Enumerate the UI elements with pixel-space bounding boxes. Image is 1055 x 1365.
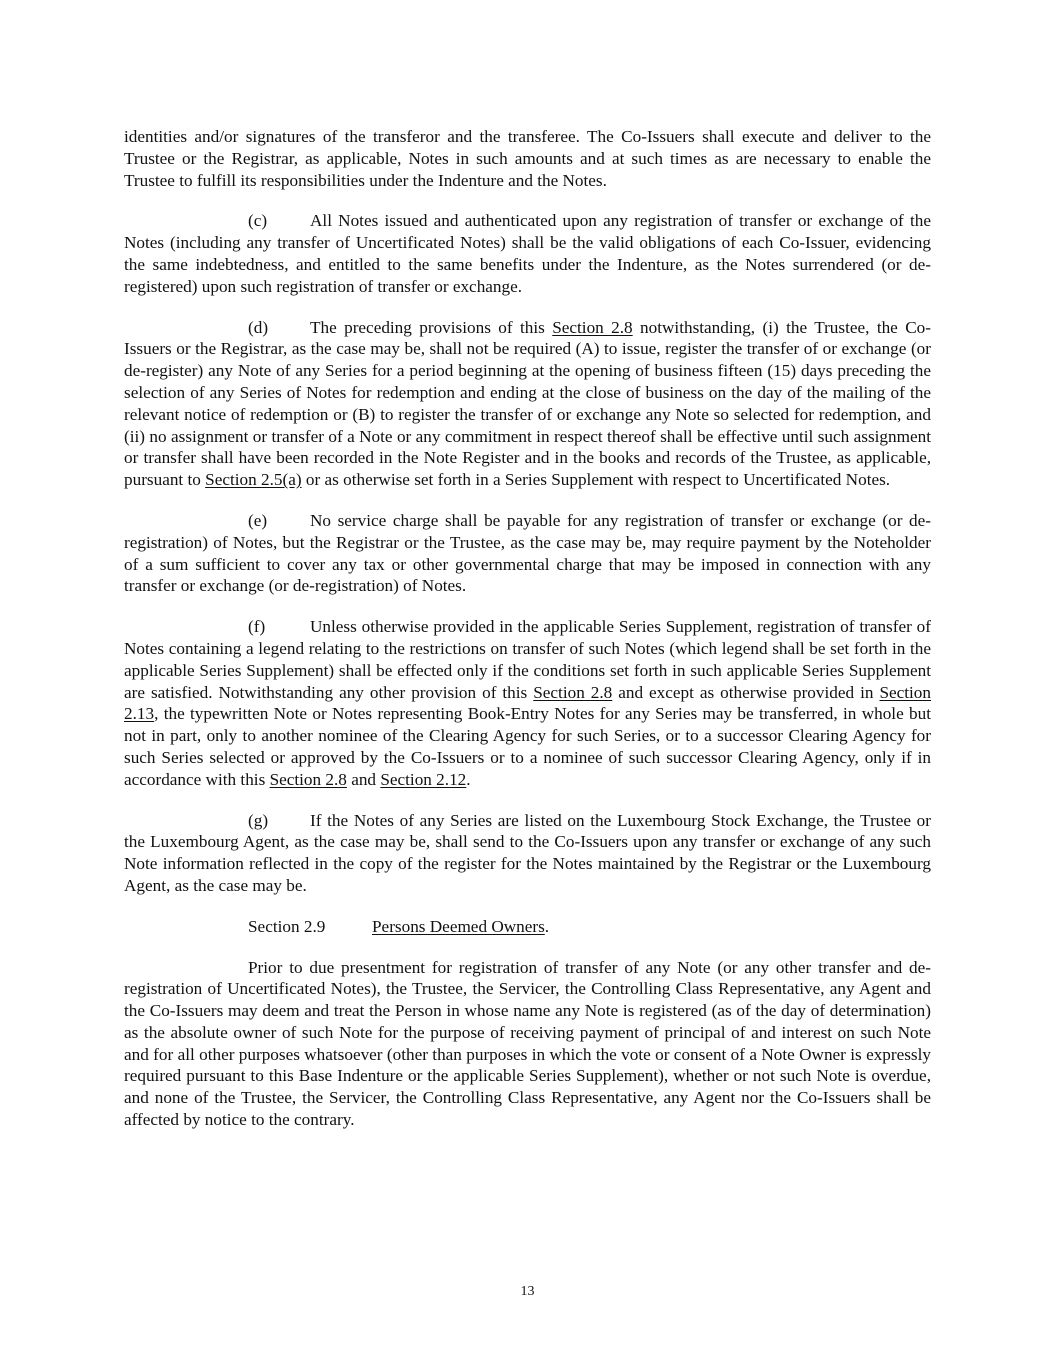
document-page [124,126,931,1150]
section-ref-2-8: Section 2.8 [269,769,347,789]
paragraph-e [124,510,931,597]
clause-text-f-part1: Unless otherwise provided in the applicable Series Supplement, registration of transfer of Notes containing a legend relating to the restrictions on transfer of such Notes (which legend shall be set forth in the applicable Series Supplement) shall be effected only if the conditions set forth in such applicable Series Supplement are satisfied. Notwithstanding any other provision of this [124,617,931,702]
paragraph-c [124,210,931,297]
clause-text-f-part2: and except as otherwise provided in [612,682,880,702]
clause-label-g: (g) [248,810,269,830]
clause-label-e: (e) [248,510,268,530]
section-title: Persons Deemed Owners [372,916,545,936]
clause-text-d-part1: The preceding provisions of this [310,317,553,337]
clause-text-e: No service charge shall be payable for any registration of transfer or exchange (or de-registration) of Notes, but the Registrar or the Trustee, as the case may be, may require payment by the Noteholder of a sum sufficient to cover any tax or other governmental charge that may be imposed in connection with any transfer or exchange (or de-registration) of Notes. [124,510,931,596]
section-number: Section 2.9 [248,916,326,936]
clause-text-g: If the Notes of any Series are listed on the Luxembourg Stock Exchange, the Trustee or the Luxembourg Agent, as the case may be, shall send to the Co-Issuers upon any transfer or exchange of any such Note information reflected in the copy of the register for the Notes maintained by the Registrar or the Luxembourg Agent, as the case may be. [124,810,931,895]
clause-text-c: All Notes issued and authenticated upon any registration of transfer or exchange of the Notes (including any transfer of Uncertificated Notes) shall be the valid obligations of each Co-Issuer, evidencing the same indebtedness, and entitled to the same benefits under the Indenture, as the Notes surrendered (or de-registered) upon such registration of transfer or exchange. [124,211,931,296]
section-ref-2-8: Section 2.8 [533,682,613,702]
paragraph-continuation: identities and/or signatures of the transferor and the transferee. The Co-Issuers shall execute and deliver to the Trustee or the Registrar, as applicable, Notes in such amounts and at such times as are necessary to enable the Trustee to fulfill its responsibilities under the Indenture and the Notes. [124,127,931,190]
section-ref-2-12: Section 2.12 [380,769,467,789]
clause-text-f-part4: and [346,769,381,789]
section-ref-2-5a: Section 2.5(a) [205,470,302,490]
paragraph-f [124,616,931,790]
paragraph-section-2-9: Prior to due presentment for registration of transfer of any Note (or any other transfer and de-registration of Uncertificated Notes), the Trustee, the Servicer, the Controlling Class Representative, any Agent and the Co-Issuers may deem and treat the Person in whose name any Note is registered (as of the day of determination) as the absolute owner of such Note for the purpose of receiving payment of principal of and interest on such Note and for all other purposes whatsoever (other than purposes in which the vote or consent of a Note Owner is expressly required pursuant to this Base Indenture or the applicable Series Supplement), whether or not such Note is overdue, and none of the Trustee, the Servicer, the Controlling Class Representative, any Agent nor the Co-Issuers shall be affected by notice to the contrary. [124,957,931,1130]
section-heading [124,916,931,938]
clause-label-f: (f) [248,617,266,637]
section-ref-2-8: Section 2.8 [552,317,633,337]
section-ref-2-13: Section 2.13 [124,682,931,724]
clause-label-d: (d) [248,317,269,337]
clause-text-d-part3: or as otherwise set forth in a Series Supplement with respect to Uncertificated Notes. [301,470,891,490]
section-title-period: . [544,916,550,936]
clause-text-d-part2: notwithstanding, (i) the Trustee, the Co-Issuers or the Registrar, as the case may be, shall not be required (A) to issue, register the transfer of or exchange (or de-register) any Note of any Series for a period beginning at the opening of business fifteen (15) days preceding the selection of any Series of Notes for redemption and ending at the close of business on the day of the mailing of the relevant notice of redemption or (B) to register the transfer of or exchange any Note so selected for redemption, and (ii) no assignment or transfer of a Note or any commitment in respect thereof shall be effective until such assignment or transfer shall have been recorded in the Note Register and in the books and records of the Trustee, as applicable, pursuant to [124,317,931,490]
clause-label-c: (c) [248,211,268,231]
paragraph-d [124,317,931,491]
clause-text-f-part3: , the typewritten Note or Notes representing Book-Entry Notes for any Series may be transferred, in whole but not in part, only to another nominee of the Clearing Agency for such Series, or to a successor Clearing Agency for such Series selected or approved by the Co-Issuers or to a nominee of such successor Clearing Agency, only if in accordance with this [124,704,931,789]
page-number: 13 [520,1284,535,1299]
paragraph-g [124,810,931,897]
clause-text-f-part5: . [466,769,471,789]
